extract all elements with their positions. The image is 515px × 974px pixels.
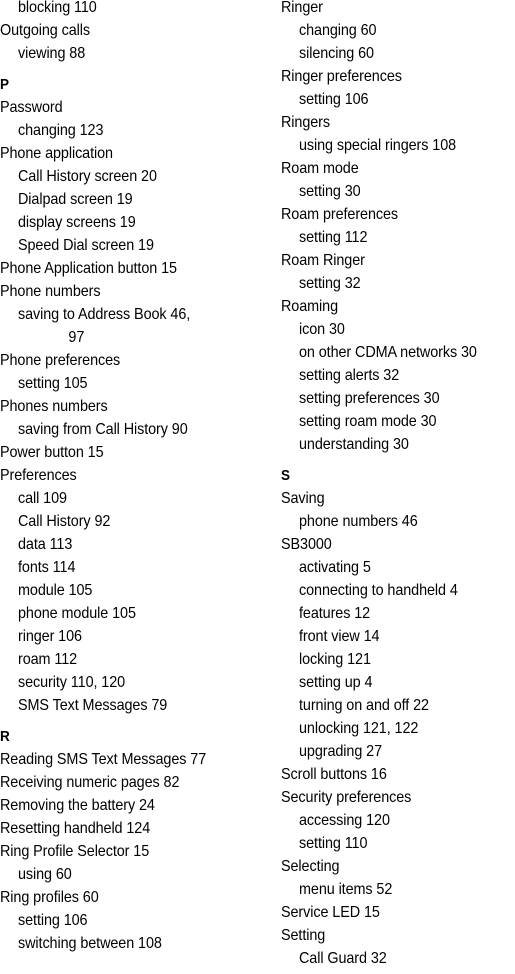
index-entry: Ring Profile Selector 15 — [0, 843, 150, 860]
index-subentry: accessing 120 — [299, 812, 390, 829]
index-entry: Phones numbers — [0, 398, 108, 415]
index-subentry: setting alerts 32 — [299, 367, 400, 384]
index-subentry: saving to Address Book 46, — [18, 306, 191, 323]
index-subentry: setting 30 — [299, 183, 361, 200]
index-subentry: upgrading 27 — [299, 743, 382, 760]
index-subentry: using 60 — [18, 866, 72, 883]
index-entry: Ringer — [281, 0, 323, 16]
index-subentry: fonts 114 — [18, 559, 76, 576]
index-subentry: setting up 4 — [299, 674, 373, 691]
index-entry: Ringer preferences — [281, 68, 402, 85]
index-entry: Setting — [281, 927, 326, 944]
index-entry: Phone application — [0, 145, 113, 162]
letter-gap — [0, 721, 270, 729]
index-entry: Receiving numeric pages 82 — [0, 774, 180, 791]
index-subentry: Dialpad screen 19 — [18, 191, 133, 208]
letter-gap — [0, 69, 270, 77]
index-entry: Saving — [281, 490, 325, 507]
index-entry: Resetting handheld 124 — [0, 820, 151, 837]
index-subentry: Call History screen 20 — [18, 168, 157, 185]
index-subentry: phone numbers 46 — [299, 513, 418, 530]
letter-gap — [281, 460, 515, 468]
index-entry: Scroll buttons 16 — [281, 766, 387, 783]
index-subentry: understanding 30 — [299, 436, 409, 453]
index-subentry: front view 14 — [299, 628, 380, 645]
index-entry: Service LED 15 — [281, 904, 380, 921]
index-subentry: connecting to handheld 4 — [299, 582, 458, 599]
index-entry: Phone numbers — [0, 283, 101, 300]
index-subentry: blocking 110 — [18, 0, 97, 16]
index-subentry: using special ringers 108 — [299, 137, 457, 154]
index-subentry: on other CDMA networks 30 — [299, 344, 477, 361]
index-subentry: locking 121 — [299, 651, 371, 668]
index-subentry: Call Guard 32 — [299, 950, 387, 967]
index-subentry: Call History 92 — [18, 513, 111, 530]
index-subentry: unlocking 121, 122 — [299, 720, 419, 737]
index-subentry: setting roam mode 30 — [299, 413, 437, 430]
index-subentry: menu items 52 — [299, 881, 393, 898]
index-subentry: changing 123 — [18, 122, 104, 139]
index-subentry: icon 30 — [299, 321, 345, 338]
index-subentry: setting preferences 30 — [299, 390, 440, 407]
index-column-right — [281, 0, 515, 974]
index-subentry: ringer 106 — [18, 628, 82, 645]
index-subentry: turning on and off 22 — [299, 697, 429, 714]
index-subentry: SMS Text Messages 79 — [18, 697, 168, 714]
index-entry: Phone preferences — [0, 352, 121, 369]
index-subentry: security 110, 120 — [18, 674, 126, 691]
index-subentry: setting 110 — [299, 835, 368, 852]
index-entry: SB3000 — [281, 536, 332, 553]
index-entry: Outgoing calls — [0, 22, 90, 39]
index-entry: Password — [0, 99, 63, 116]
index-subentry: setting 105 — [18, 375, 88, 392]
index-entry: Roam mode — [281, 160, 359, 177]
index-subentry: Speed Dial screen 19 — [18, 237, 154, 254]
index-subentry: call 109 — [18, 490, 67, 507]
index-entry: Roaming — [281, 298, 339, 315]
index-subentry: data 113 — [18, 536, 73, 553]
index-subentry: silencing 60 — [299, 45, 374, 62]
section-letter: P — [0, 76, 9, 93]
index-subentry: roam 112 — [18, 651, 78, 668]
index-subentry: setting 32 — [299, 275, 361, 292]
index-entry: Ring profiles 60 — [0, 889, 99, 906]
index-entry: Roam preferences — [281, 206, 399, 223]
index-subentry: setting 112 — [299, 229, 368, 246]
section-letter: S — [281, 467, 290, 484]
index-entry: Preferences — [0, 467, 77, 484]
section-letter: R — [0, 728, 10, 745]
index-subentry: display screens 19 — [18, 214, 136, 231]
index-subentry: viewing 88 — [18, 45, 86, 62]
index-subentry: saving from Call History 90 — [18, 421, 188, 438]
index-subentry: phone module 105 — [18, 605, 136, 622]
index-entry: Selecting — [281, 858, 340, 875]
index-subentry: setting 106 — [299, 91, 369, 108]
index-entry: Power button 15 — [0, 444, 104, 461]
index-entry: Security preferences — [281, 789, 412, 806]
index-subentry: setting 106 — [18, 912, 88, 929]
index-subentry: activating 5 — [299, 559, 371, 576]
index-subentry: module 105 — [18, 582, 93, 599]
index-entry: Ringers — [281, 114, 330, 131]
index-entry: Removing the battery 24 — [0, 797, 155, 814]
index-entry: Reading SMS Text Messages 77 — [0, 751, 207, 768]
index-entry: Roam Ringer — [281, 252, 365, 269]
index-subentry: 97 — [68, 329, 85, 346]
index-subentry: features 12 — [299, 605, 371, 622]
index-subentry: changing 60 — [299, 22, 377, 39]
index-entry: Phone Application button 15 — [0, 260, 177, 277]
index-subentry: switching between 108 — [18, 935, 162, 952]
